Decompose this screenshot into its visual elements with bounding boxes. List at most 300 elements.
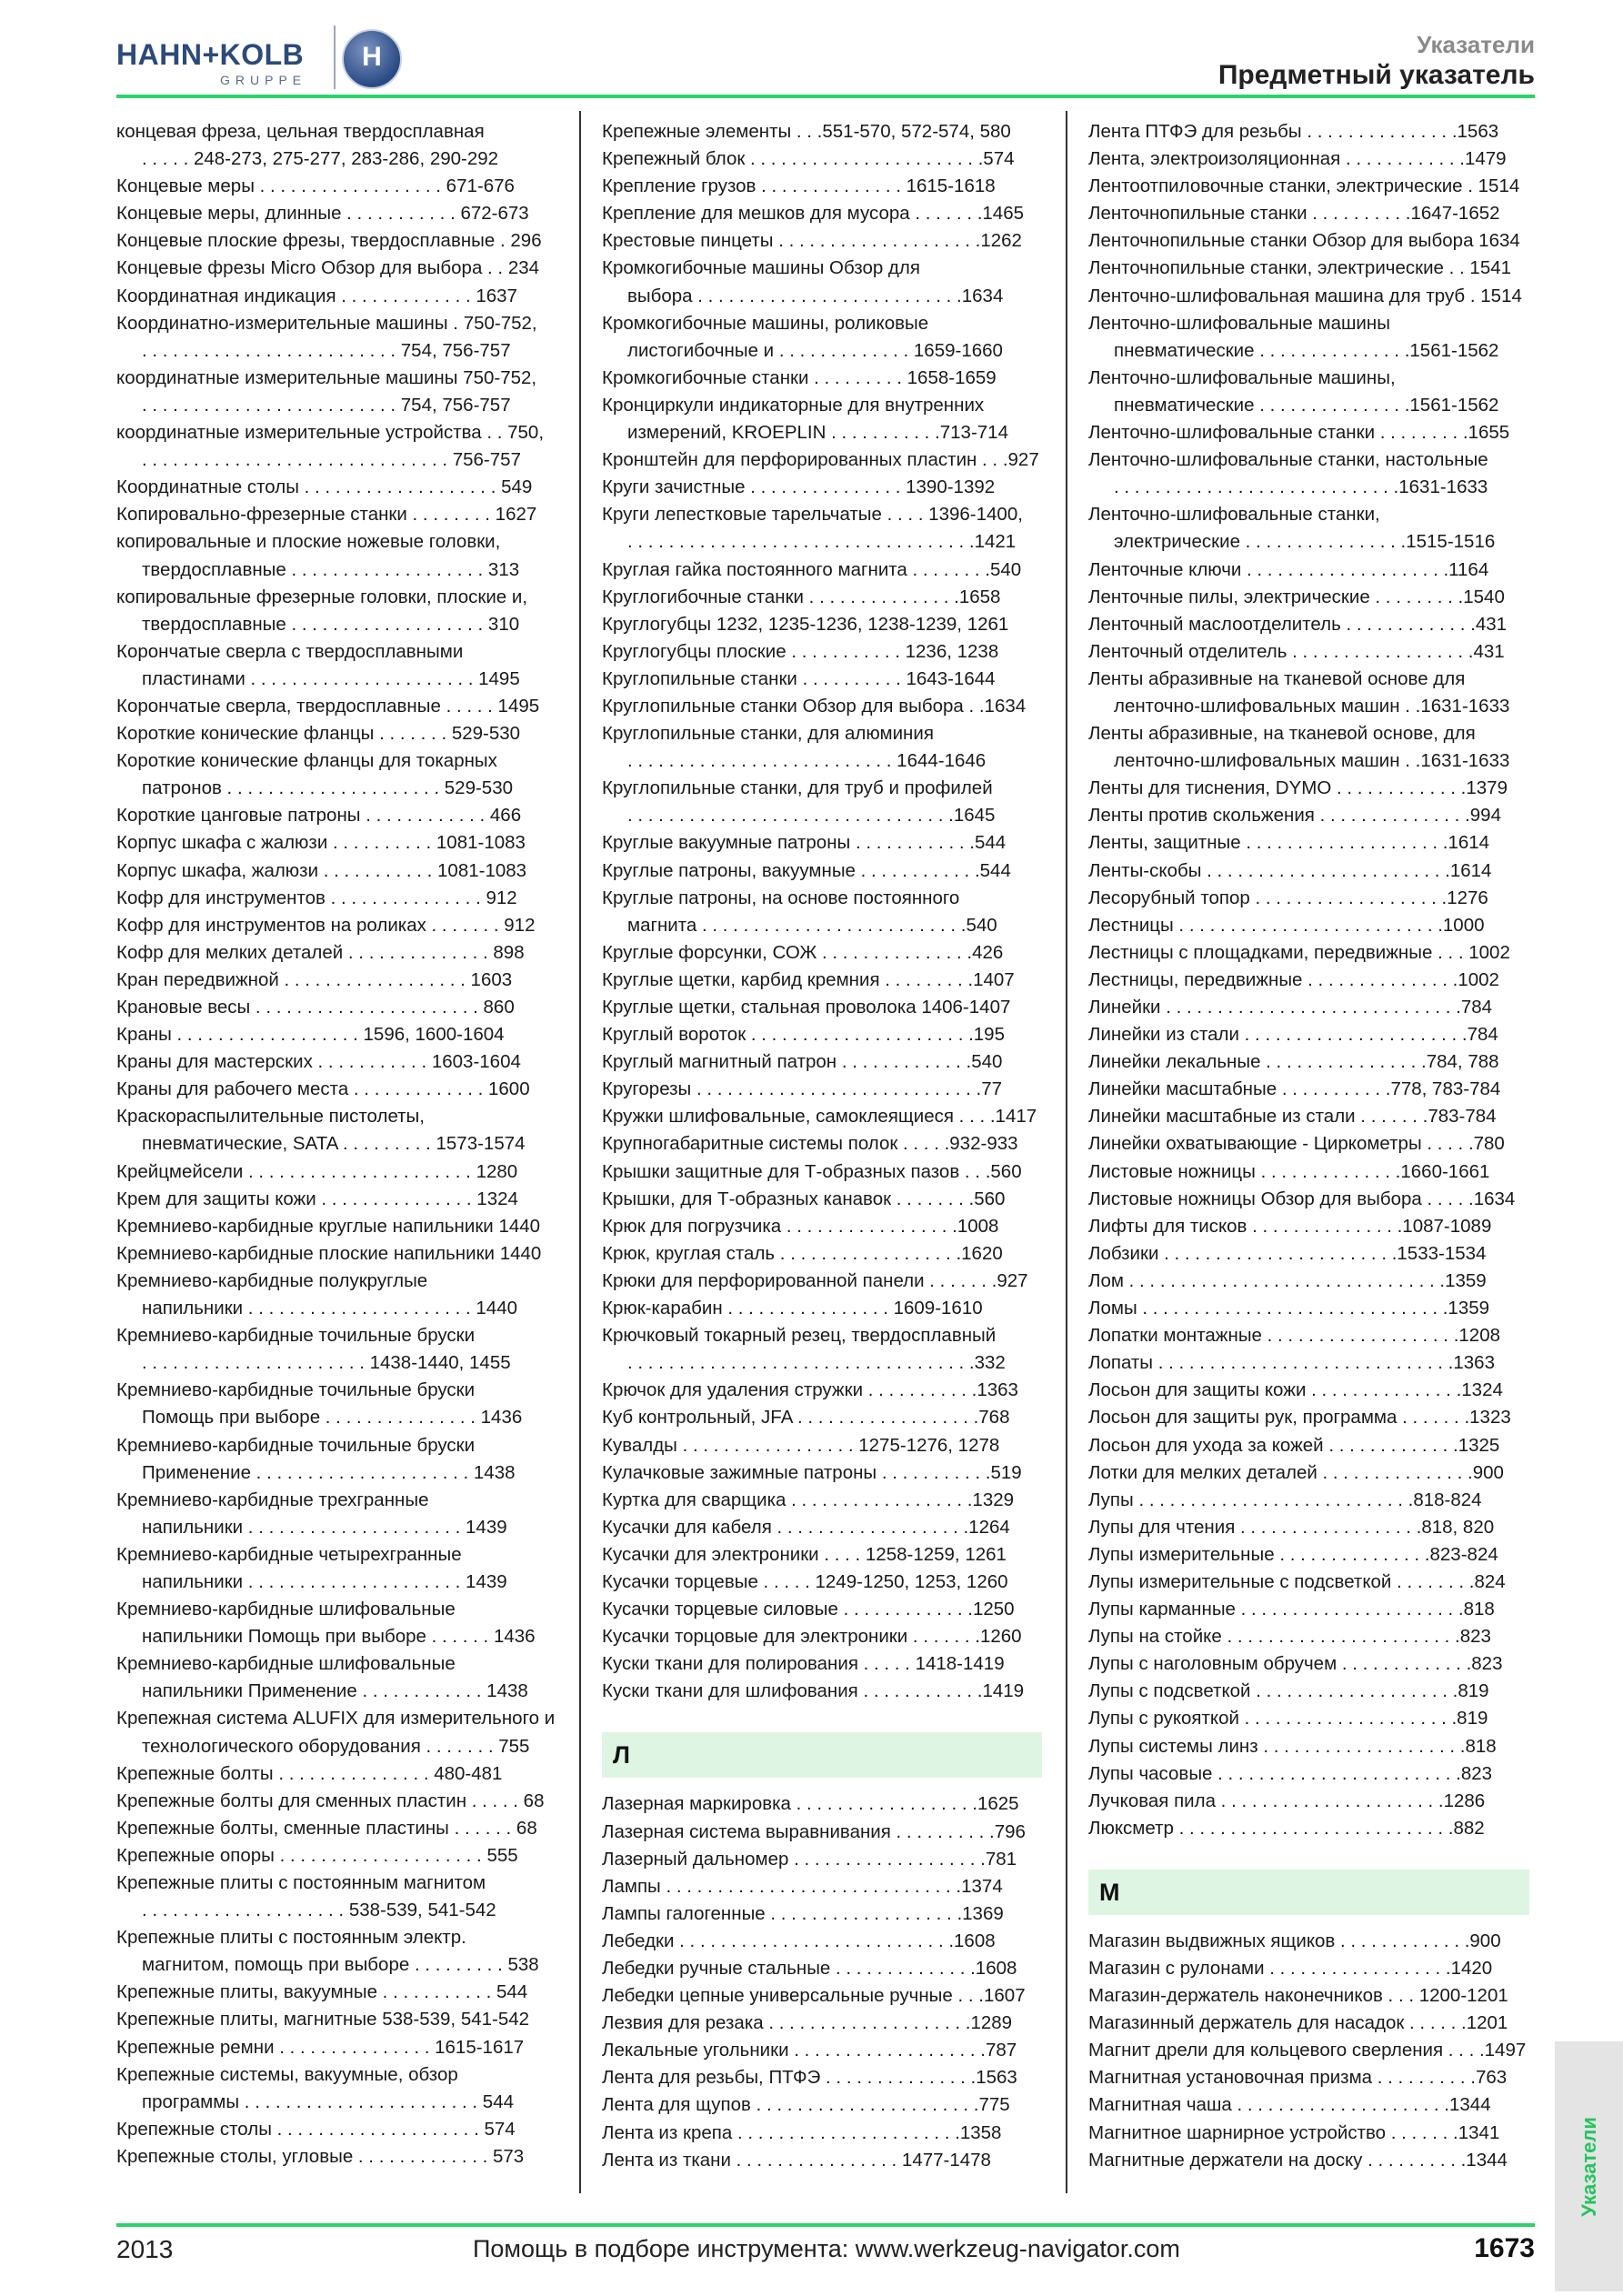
index-entry[interactable] xyxy=(602,1158,1042,1186)
index-entry[interactable] xyxy=(602,1322,1042,1377)
index-entry[interactable] xyxy=(116,2006,556,2033)
index-entry[interactable] xyxy=(602,967,1042,994)
index-entry[interactable] xyxy=(116,829,556,857)
index-entry[interactable] xyxy=(1088,994,1529,1021)
index-entry[interactable] xyxy=(602,1514,1042,1541)
index-entry[interactable] xyxy=(1088,1815,1529,1842)
index-entry[interactable] xyxy=(1088,310,1529,365)
index-entry[interactable] xyxy=(116,1788,556,1815)
index-entry-continuation: ленточно-шлифовальных машин . .1631-1633 xyxy=(1114,695,1510,717)
index-entry[interactable] xyxy=(116,1268,556,1322)
index-entry-continuation: напильники Помощь при выборе . . . . . . 1436 xyxy=(142,1626,536,1648)
index-entry-text: Лента, электроизоляционная . . . . . . . . . . . .1479 xyxy=(1088,148,1507,170)
index-entry[interactable] xyxy=(116,2143,556,2171)
index-entry-text: Кофр для мелких деталей . . . . . . . . . . . . . . 898 xyxy=(116,941,525,963)
index-entry[interactable] xyxy=(602,2120,1042,2147)
index-entry[interactable] xyxy=(1088,1404,1529,1431)
index-entry-text: Крестовые пинцеты . . . . . . . . . . . . . . . . . . . .1262 xyxy=(602,230,1022,252)
index-entry-text: Крепежные болты . . . . . . . . . . . . . . . 480-481 xyxy=(116,1762,503,1784)
index-entry-continuation: . . . . . . . . . . . . . . . . . . . . . . . . . . . . . . . . . .332 xyxy=(627,1352,1006,1374)
index-entry-text: Кромкогибочные машины Обзор для xyxy=(602,257,920,279)
index-entry[interactable] xyxy=(116,419,556,474)
index-entry[interactable] xyxy=(602,1487,1042,1514)
index-entry[interactable] xyxy=(116,638,556,693)
index-entry-text: Кремниево-карбидные точильные бруски xyxy=(116,1379,476,1401)
index-entry[interactable] xyxy=(116,693,556,720)
index-entry-text: Крепежные опоры . . . . . . . . . . . . . . . . . . . . 555 xyxy=(116,1844,518,1866)
index-entry[interactable] xyxy=(1088,1678,1529,1705)
index-entry[interactable] xyxy=(1088,118,1529,145)
index-entry[interactable] xyxy=(1088,1295,1529,1322)
index-entry[interactable] xyxy=(116,1487,556,1541)
index-entry[interactable] xyxy=(1088,829,1529,857)
index-entry-text: Концевые меры, длинные . . . . . . . . . . . 672-673 xyxy=(116,203,529,225)
index-entry[interactable] xyxy=(1088,1021,1529,1048)
index-entry-continuation: . . . . . . . . . . . . . . . . . . . . . . . . . . . . . . 756-757 xyxy=(142,449,521,471)
index-entry[interactable] xyxy=(602,1268,1042,1295)
index-entry-text: Лобзики . . . . . . . . . . . . . . . . . . . . . . .1533-1534 xyxy=(1088,1242,1487,1264)
index-entry[interactable] xyxy=(1088,1650,1529,1678)
index-entry-text: Лупы измерительные с подсветкой . . . . . . . .824 xyxy=(1088,1570,1506,1592)
index-entry-text: Ленточные ключи . . . . . . . . . . . . . . . . . . . .1164 xyxy=(1088,558,1489,580)
index-entry[interactable] xyxy=(602,1982,1042,2010)
index-entry[interactable] xyxy=(602,2010,1042,2037)
index-entry[interactable] xyxy=(1088,1459,1529,1487)
index-entry-text: Магнитная чаша . . . . . . . . . . . . . . . . . . . . .1344 xyxy=(1088,2094,1491,2116)
index-entry[interactable] xyxy=(116,1870,556,1924)
index-entry-continuation: программы . . . . . . . . . . . . . . . . . . . . . . . 544 xyxy=(142,2090,514,2112)
index-entry[interactable] xyxy=(602,1596,1042,1623)
side-tab[interactable] xyxy=(1555,2041,1623,2291)
index-entry[interactable] xyxy=(116,2116,556,2143)
index-entry[interactable] xyxy=(116,1815,556,1842)
index-entry[interactable] xyxy=(602,1873,1042,1900)
index-entry[interactable] xyxy=(1088,1130,1529,1158)
index-entry[interactable] xyxy=(1088,1788,1529,1815)
index-entry-continuation: пневматические, SATA . . . . . . . . . 1573-1574 xyxy=(142,1133,526,1155)
index-entry-text: Кофр для инструментов . . . . . . . . . . . . . . . 912 xyxy=(116,887,517,908)
index-entry[interactable] xyxy=(116,1760,556,1788)
index-entry[interactable] xyxy=(602,1048,1042,1076)
index-entry[interactable] xyxy=(116,1979,556,2006)
index-entry-text: копировальные и плоские ножевые головки, xyxy=(116,531,501,553)
index-entry-text: Лебедки ручные стальные . . . . . . . . . . . . . .1608 xyxy=(602,1958,1017,1979)
index-entry[interactable] xyxy=(602,939,1042,967)
index-entry[interactable] xyxy=(116,939,556,967)
index-entry[interactable] xyxy=(1088,365,1529,419)
index-entry-text: Крепежный блок . . . . . . . . . . . . . . . . . . . . . . .574 xyxy=(602,148,1015,170)
index-entry[interactable] xyxy=(1088,1158,1529,1186)
index-entry[interactable] xyxy=(1088,1705,1529,1732)
index-entry[interactable] xyxy=(116,1103,556,1158)
index-entry[interactable] xyxy=(116,1924,556,1979)
index-entry[interactable] xyxy=(602,1569,1042,1596)
index-entry[interactable] xyxy=(1088,501,1529,556)
index-entry[interactable] xyxy=(116,802,556,829)
index-entry-text: Лупы с рукояткой . . . . . . . . . . . . . . . . . . . . .819 xyxy=(1088,1708,1488,1730)
index-entry-text: Лосьон для защиты рук, программа . . . . . . .1323 xyxy=(1088,1407,1511,1429)
index-entry[interactable] xyxy=(1088,666,1529,720)
index-entry-text: Ленточно-шлифовальные машины, xyxy=(1088,366,1396,388)
index-entry[interactable] xyxy=(116,1021,556,1048)
index-entry-continuation: напильники . . . . . . . . . . . . . . . . . . . . . 1439 xyxy=(142,1516,507,1538)
index-entry[interactable] xyxy=(1088,556,1529,584)
index-entry-text: Ленты абразивные на тканевой основе для xyxy=(1088,667,1466,689)
index-entry[interactable] xyxy=(116,2061,556,2116)
index-entry[interactable] xyxy=(602,994,1042,1021)
index-entry-text: Кран передвижной . . . . . . . . . . . . . . . . . . 1603 xyxy=(116,968,513,990)
letter-heading: Л xyxy=(602,1732,1042,1778)
index-entry[interactable] xyxy=(602,1076,1042,1103)
index-entry-text: Крепежная система ALUFIX для измерительного и xyxy=(116,1708,556,1730)
index-entry[interactable] xyxy=(602,227,1042,255)
index-entry-text: Концевые меры . . . . . . . . . . . . . . . . . . 671-676 xyxy=(116,175,515,197)
index-entry[interactable] xyxy=(602,775,1042,829)
index-entry[interactable] xyxy=(602,857,1042,885)
index-entry[interactable] xyxy=(602,1213,1042,1240)
index-entry-text: Крепежные столы, угловые . . . . . . . . . . . . . 573 xyxy=(116,2145,525,2167)
index-entry-text: Координатные столы . . . . . . . . . . . . . . . . . . . 549 xyxy=(116,476,533,498)
index-entry[interactable] xyxy=(1088,173,1529,200)
index-entry[interactable] xyxy=(1088,1623,1529,1650)
index-entry[interactable] xyxy=(1088,1103,1529,1130)
index-entry-continuation: магнитом, помощь при выборе . . . . . . . . . 538 xyxy=(142,1954,539,1976)
index-entry-text: Лосьон для ухода за кожей . . . . . . . . . . . . .1325 xyxy=(1088,1434,1500,1456)
index-entry-continuation: . . . . . . . . . . . . . . . . . . . . . . . . . . . . . . . .1645 xyxy=(627,805,996,827)
index-entry[interactable] xyxy=(116,584,556,638)
index-entry[interactable] xyxy=(602,255,1042,309)
index-entry-text: Координатно-измерительные машины . 750-752, xyxy=(116,312,537,334)
index-entry-text: Круглые щетки, стальная проволока 1406-1407 xyxy=(602,997,1011,1018)
index-entry-text: Магазин с рулонами . . . . . . . . . . . . . . . . . .1420 xyxy=(1088,1958,1493,1979)
index-entry-text: Лента ПТФЭ для резьбы . . . . . . . . . . . . . . .1563 xyxy=(1088,121,1499,142)
index-entry-text: Лазерный дальномер . . . . . . . . . . . . . . . . . . .781 xyxy=(602,1848,1017,1870)
index-entry[interactable] xyxy=(1088,1377,1529,1404)
index-entry[interactable] xyxy=(1088,1760,1529,1788)
index-entry-text: Крепежные плиты, магнитные 538-539, 541-542 xyxy=(116,2009,530,2030)
index-entry[interactable] xyxy=(602,2064,1042,2091)
index-entry-text: Лосьон для защиты кожи . . . . . . . . . . . . . . .1324 xyxy=(1088,1379,1503,1401)
index-entry[interactable] xyxy=(116,310,556,365)
index-entry[interactable] xyxy=(1088,720,1529,775)
index-entry[interactable] xyxy=(602,1928,1042,1955)
index-entry[interactable] xyxy=(602,1541,1042,1569)
index-entry[interactable] xyxy=(1088,200,1529,227)
index-entry-text: Ленточный маслоотделитель . . . . . . . . . . . . .431 xyxy=(1088,613,1508,635)
index-entry[interactable] xyxy=(1088,1432,1529,1459)
index-entry-continuation: технологического оборудования . . . . . . . 755 xyxy=(142,1735,530,1757)
index-entry[interactable] xyxy=(116,1322,556,1377)
index-entry-text: Лучковая пила . . . . . . . . . . . . . . . . . . . . . .1286 xyxy=(1088,1790,1486,1811)
index-entry-text: Лупы для чтения . . . . . . . . . . . . . . . . . .818, 820 xyxy=(1088,1516,1495,1538)
index-entry[interactable] xyxy=(602,1623,1042,1650)
index-entry[interactable] xyxy=(1088,967,1529,994)
index-entry[interactable] xyxy=(1088,584,1529,611)
index-entry[interactable] xyxy=(1088,2120,1529,2147)
index-entry-continuation: . . . . . . . . . . . . . . . . . . . . . . 1438-1440, 1455 xyxy=(142,1352,511,1374)
index-entry-text: Короткие цанговые патроны . . . . . . . . . . . . 466 xyxy=(116,805,522,827)
index-entry[interactable] xyxy=(1088,1487,1529,1514)
index-entry[interactable] xyxy=(116,1048,556,1076)
index-entry[interactable] xyxy=(1088,283,1529,310)
index-entry[interactable] xyxy=(602,1295,1042,1322)
index-entry-text: Кружки шлифовальные, самоклеящиеся . . . .1417 xyxy=(602,1106,1037,1128)
index-entry[interactable] xyxy=(602,501,1042,556)
index-entry[interactable] xyxy=(1088,1186,1529,1213)
index-entry[interactable] xyxy=(116,2034,556,2061)
index-entry-text: Крепежные плиты с постоянным магнитом xyxy=(116,1872,486,1893)
logo-divider xyxy=(334,25,336,89)
index-entry[interactable] xyxy=(602,1955,1042,1982)
index-entry-continuation: измерений, KROEPLIN . . . . . . . . . . .713-714 xyxy=(627,422,1008,444)
index-entry[interactable] xyxy=(602,666,1042,693)
letter-heading: М xyxy=(1088,1870,1529,1915)
index-entry-text: Короткие конические фланцы для токарных xyxy=(116,750,497,772)
index-entry-text: Краны для рабочего места . . . . . . . . . . . . . 1600 xyxy=(116,1078,530,1100)
index-entry[interactable] xyxy=(1088,1213,1529,1240)
index-entry[interactable] xyxy=(116,912,556,939)
index-entry[interactable] xyxy=(116,528,556,583)
index-entry[interactable] xyxy=(1088,2037,1529,2064)
index-entry[interactable] xyxy=(602,392,1042,446)
index-entry-text: Лампы галогенные . . . . . . . . . . . . . . . . . . .1369 xyxy=(602,1902,1004,1924)
index-entry[interactable] xyxy=(602,693,1042,720)
index-entry[interactable] xyxy=(1088,1596,1529,1623)
index-entry-text: Крепежные элементы . . .551-570, 572-574, 580 xyxy=(602,121,1011,142)
logo-text: HAHN+KOLB xyxy=(116,38,305,71)
index-entry-continuation: твердосплавные . . . . . . . . . . . . . . . . . . . 313 xyxy=(142,558,520,580)
index-entry[interactable] xyxy=(116,173,556,200)
index-entry[interactable] xyxy=(116,1186,556,1213)
index-entry-text: Ленточные пилы, электрические . . . . . . . . .1540 xyxy=(1088,586,1505,607)
index-entry[interactable] xyxy=(602,829,1042,857)
index-entry[interactable] xyxy=(1088,939,1529,967)
index-entry-text: Лента для резьбы, ПТФЭ . . . . . . . . . . . . . . .1563 xyxy=(602,2067,1017,2089)
index-entry[interactable] xyxy=(1088,638,1529,666)
index-entry[interactable] xyxy=(116,118,556,173)
index-entry[interactable] xyxy=(116,1240,556,1268)
index-entry[interactable] xyxy=(116,994,556,1021)
index-entry[interactable] xyxy=(602,118,1042,145)
index-entry[interactable] xyxy=(1088,611,1529,638)
logo-emblem-icon: H xyxy=(342,29,402,89)
index-entry-text: Крейцмейсели . . . . . . . . . . . . . . . . . . . . . . 1280 xyxy=(116,1160,518,1182)
index-entry[interactable] xyxy=(602,556,1042,584)
index-entry-text: Ленты-скобы . . . . . . . . . . . . . . . . . . . . . . . .1614 xyxy=(1088,859,1492,881)
index-entry[interactable] xyxy=(1088,145,1529,173)
index-entry[interactable] xyxy=(602,1650,1042,1678)
index-entry[interactable] xyxy=(1088,857,1529,885)
index-entry-text: Лом . . . . . . . . . . . . . . . . . . . . . . . . . . . . . . .1359 xyxy=(1088,1269,1487,1291)
index-entry[interactable] xyxy=(602,200,1042,227)
index-entry-text: Крепление грузов . . . . . . . . . . . . . . 1615-1618 xyxy=(602,175,996,197)
index-entry-text: Кремниево-карбидные шлифовальные xyxy=(116,1599,456,1620)
index-entry-text: Ленточно-шлифовальные станки, настольные xyxy=(1088,449,1488,471)
index-entry[interactable] xyxy=(602,145,1042,173)
index-entry-text: Ленточно-шлифовальные машины xyxy=(1088,312,1390,334)
index-entry[interactable] xyxy=(602,611,1042,638)
index-entry[interactable] xyxy=(1088,2091,1529,2119)
index-entry-text: Кругорезы . . . . . . . . . . . . . . . . . . . . . . . . . . . .77 xyxy=(602,1078,1003,1100)
index-entry[interactable] xyxy=(116,200,556,227)
index-entry[interactable] xyxy=(602,1103,1042,1130)
index-entry-text: Круглогубцы плоские . . . . . . . . . . . 1236, 1238 xyxy=(602,640,999,662)
index-entry[interactable] xyxy=(602,1377,1042,1404)
index-entry[interactable] xyxy=(602,885,1042,939)
page-number: 1673 xyxy=(1474,2233,1535,2263)
index-entry-text: Лопатки монтажные . . . . . . . . . . . . . . . . . . .1208 xyxy=(1088,1325,1500,1347)
index-entry[interactable] xyxy=(1088,1928,1529,1955)
index-entry-text: Кусачки торцевые силовые . . . . . . . . . . . . .1250 xyxy=(602,1599,1015,1620)
index-entry[interactable] xyxy=(1088,1268,1529,1295)
index-entry-text: Лестницы . . . . . . . . . . . . . . . . . . . . . . . . . .1000 xyxy=(1088,914,1485,936)
index-entry-text: Круги лепестковые тарельчатые . . . . 1396-1400, xyxy=(602,504,1023,526)
index-entry-text: Круглые вакуумные патроны . . . . . . . . . . . .544 xyxy=(602,832,1007,854)
footer-year: 2013 xyxy=(116,2235,174,2263)
index-entry[interactable] xyxy=(1088,446,1529,501)
index-entry-text: Кремниево-карбидные плоские напильники 1440 xyxy=(116,1242,542,1264)
index-entry[interactable] xyxy=(116,1650,556,1705)
index-entry[interactable] xyxy=(602,474,1042,501)
index-entry[interactable] xyxy=(116,501,556,528)
index-entry-continuation: пневматические . . . . . . . . . . . . . . .1561-1562 xyxy=(1114,394,1499,416)
index-entry[interactable] xyxy=(116,1842,556,1870)
index-entry-text: Крепежные плиты с постоянным электр. xyxy=(116,1927,466,1949)
index-entry[interactable] xyxy=(602,310,1042,365)
index-entry-continuation: пневматические . . . . . . . . . . . . . . .1561-1562 xyxy=(1114,339,1499,361)
index-entry-text: Крепежные плиты, вакуумные . . . . . . . . . . . 544 xyxy=(116,1981,528,2003)
index-entry-text: Ленточнопильные станки Обзор для выбора 1634 xyxy=(1088,230,1520,252)
index-entry[interactable] xyxy=(1088,1240,1529,1268)
index-entry-continuation: . . . . . . . . . . . . . . . . . . . . . . . . . 754, 756-757 xyxy=(142,339,511,361)
index-entry-text: Кофр для инструментов на роликах . . . . . . . 912 xyxy=(116,914,536,936)
index-entry[interactable] xyxy=(1088,885,1529,912)
index-entry[interactable] xyxy=(1088,227,1529,255)
index-entry[interactable] xyxy=(1088,2147,1529,2174)
index-entry[interactable] xyxy=(116,474,556,501)
index-entry-continuation: магнита . . . . . . . . . . . . . . . . . . . . . . . . . .540 xyxy=(627,914,997,936)
index-entry[interactable] xyxy=(1088,912,1529,939)
index-entry[interactable] xyxy=(602,1240,1042,1268)
index-entry[interactable] xyxy=(602,720,1042,775)
index-entry[interactable] xyxy=(602,1900,1042,1928)
index-entry[interactable] xyxy=(1088,1541,1529,1569)
index-entry[interactable] xyxy=(602,2091,1042,2119)
index-entry[interactable] xyxy=(602,173,1042,200)
index-entry[interactable] xyxy=(1088,1349,1529,1377)
index-entry-text: Круглые форсунки, СОЖ . . . . . . . . . . . . . . .426 xyxy=(602,941,1004,963)
index-entry[interactable] xyxy=(116,967,556,994)
index-entry-text: Краскораспылительные пистолеты, xyxy=(116,1106,425,1128)
index-entry-text: Лента для щупов . . . . . . . . . . . . . . . . . . . . . .775 xyxy=(602,2094,1010,2116)
index-entry[interactable] xyxy=(1088,1322,1529,1349)
index-entry-text: Краны . . . . . . . . . . . . . . . . . . 1596, 1600-1604 xyxy=(116,1024,505,1046)
index-entry[interactable] xyxy=(1088,1076,1529,1103)
index-entry[interactable] xyxy=(116,747,556,802)
index-entry[interactable] xyxy=(116,1076,556,1103)
index-entry-text: Крепление для мешков для мусора . . . . . . .1465 xyxy=(602,203,1025,225)
index-entry-continuation: твердосплавные . . . . . . . . . . . . . . . . . . . 310 xyxy=(142,613,520,635)
index-entry[interactable] xyxy=(602,1432,1042,1459)
index-entry[interactable] xyxy=(1088,1569,1529,1596)
index-entry-text: Координатная индикация . . . . . . . . . . . . . 1637 xyxy=(116,285,517,306)
index-entry[interactable] xyxy=(602,1846,1042,1873)
index-entry[interactable] xyxy=(602,2037,1042,2064)
section-category: Указатели xyxy=(1417,31,1535,58)
index-entry-text: Лебедки . . . . . . . . . . . . . . . . . . . . . . . . . . .1608 xyxy=(602,1930,996,1951)
index-entry-text: Концевые фрезы Micro Обзор для выбора . . 234 xyxy=(116,257,540,279)
column-divider xyxy=(1066,111,1067,2193)
index-entry[interactable] xyxy=(602,2147,1042,2174)
index-entry[interactable] xyxy=(116,857,556,885)
index-entry[interactable] xyxy=(116,1432,556,1487)
index-entry-text: Кувалды . . . . . . . . . . . . . . . . . 1275-1276, 1278 xyxy=(602,1434,1000,1456)
index-entry[interactable] xyxy=(116,720,556,747)
index-entry[interactable] xyxy=(1088,775,1529,802)
index-entry-text: Круглый магнитный патрон . . . . . . . . . . . . .540 xyxy=(602,1051,1003,1073)
index-entry[interactable] xyxy=(1088,419,1529,446)
index-entry[interactable] xyxy=(1088,2064,1529,2091)
index-entry[interactable] xyxy=(116,1377,556,1431)
index-entry-text: Кронштейн для перфорированных пластин . . .927 xyxy=(602,449,1039,471)
index-entry[interactable] xyxy=(602,1404,1042,1431)
index-entry[interactable] xyxy=(116,885,556,912)
index-entry[interactable] xyxy=(116,1705,556,1760)
index-entry[interactable] xyxy=(116,1541,556,1596)
index-entry[interactable] xyxy=(1088,1955,1529,1982)
index-entry[interactable] xyxy=(116,365,556,419)
index-entry[interactable] xyxy=(116,283,556,310)
index-entry[interactable] xyxy=(116,1596,556,1650)
index-entry[interactable] xyxy=(602,1790,1042,1818)
index-entry-text: Круглые щетки, карбид кремния . . . . . . . . .1407 xyxy=(602,968,1015,990)
index-entry[interactable] xyxy=(602,1819,1042,1846)
index-entry[interactable] xyxy=(602,365,1042,392)
index-entry[interactable] xyxy=(1088,1982,1529,2010)
index-entry[interactable] xyxy=(1088,1514,1529,1541)
index-entry[interactable] xyxy=(602,1130,1042,1158)
footer-rule xyxy=(116,2223,1535,2227)
index-entry[interactable] xyxy=(116,227,556,255)
index-entry[interactable] xyxy=(1088,255,1529,282)
index-entry-text: Ломы . . . . . . . . . . . . . . . . . . . . . . . . . . . . . .1359 xyxy=(1088,1298,1490,1319)
index-entry[interactable] xyxy=(602,584,1042,611)
index-entry[interactable] xyxy=(1088,2010,1529,2037)
index-entry-continuation: . . . . . . . . . . . . . . . . . . . . . . . . . 754, 756-757 xyxy=(142,394,511,416)
index-entry[interactable] xyxy=(602,1186,1042,1213)
index-entry[interactable] xyxy=(116,1213,556,1240)
index-entry-text: Лупы с подсветкой . . . . . . . . . . . . . . . . . . . .819 xyxy=(1088,1680,1489,1702)
index-entry[interactable] xyxy=(602,1678,1042,1705)
index-entry[interactable] xyxy=(116,255,556,282)
footer-help-link[interactable]: Помощь в подборе инструмента: www.werkzeug-navigator.com xyxy=(473,2235,1180,2262)
index-entry-text: Корпус шкафа с жалюзи . . . . . . . . . . 1081-1083 xyxy=(116,832,526,854)
index-entry[interactable] xyxy=(1088,1733,1529,1760)
index-entry-text: Линейки . . . . . . . . . . . . . . . . . . . . . . . . . . . . .784 xyxy=(1088,997,1493,1018)
index-entry-text: Кусачки торцовые для электроники . . . . . . .1260 xyxy=(602,1626,1022,1648)
index-entry[interactable] xyxy=(602,1459,1042,1487)
index-entry-continuation: листогибочные и . . . . . . . . . . . . . 1659-1660 xyxy=(627,339,1003,361)
index-entry[interactable] xyxy=(602,446,1042,474)
index-entry-text: Крючковый токарный резец, твердосплавный xyxy=(602,1325,997,1347)
index-entry[interactable] xyxy=(1088,1048,1529,1076)
index-entry-text: Кремниево-карбидные трехгранные xyxy=(116,1489,429,1510)
index-entry[interactable] xyxy=(602,638,1042,666)
index-entry[interactable] xyxy=(1088,802,1529,829)
index-entry[interactable] xyxy=(116,1158,556,1186)
index-entry[interactable] xyxy=(602,1021,1042,1048)
index-entry-text: Магнит дрели для кольцевого сверления . . . .1497 xyxy=(1088,2040,1527,2061)
